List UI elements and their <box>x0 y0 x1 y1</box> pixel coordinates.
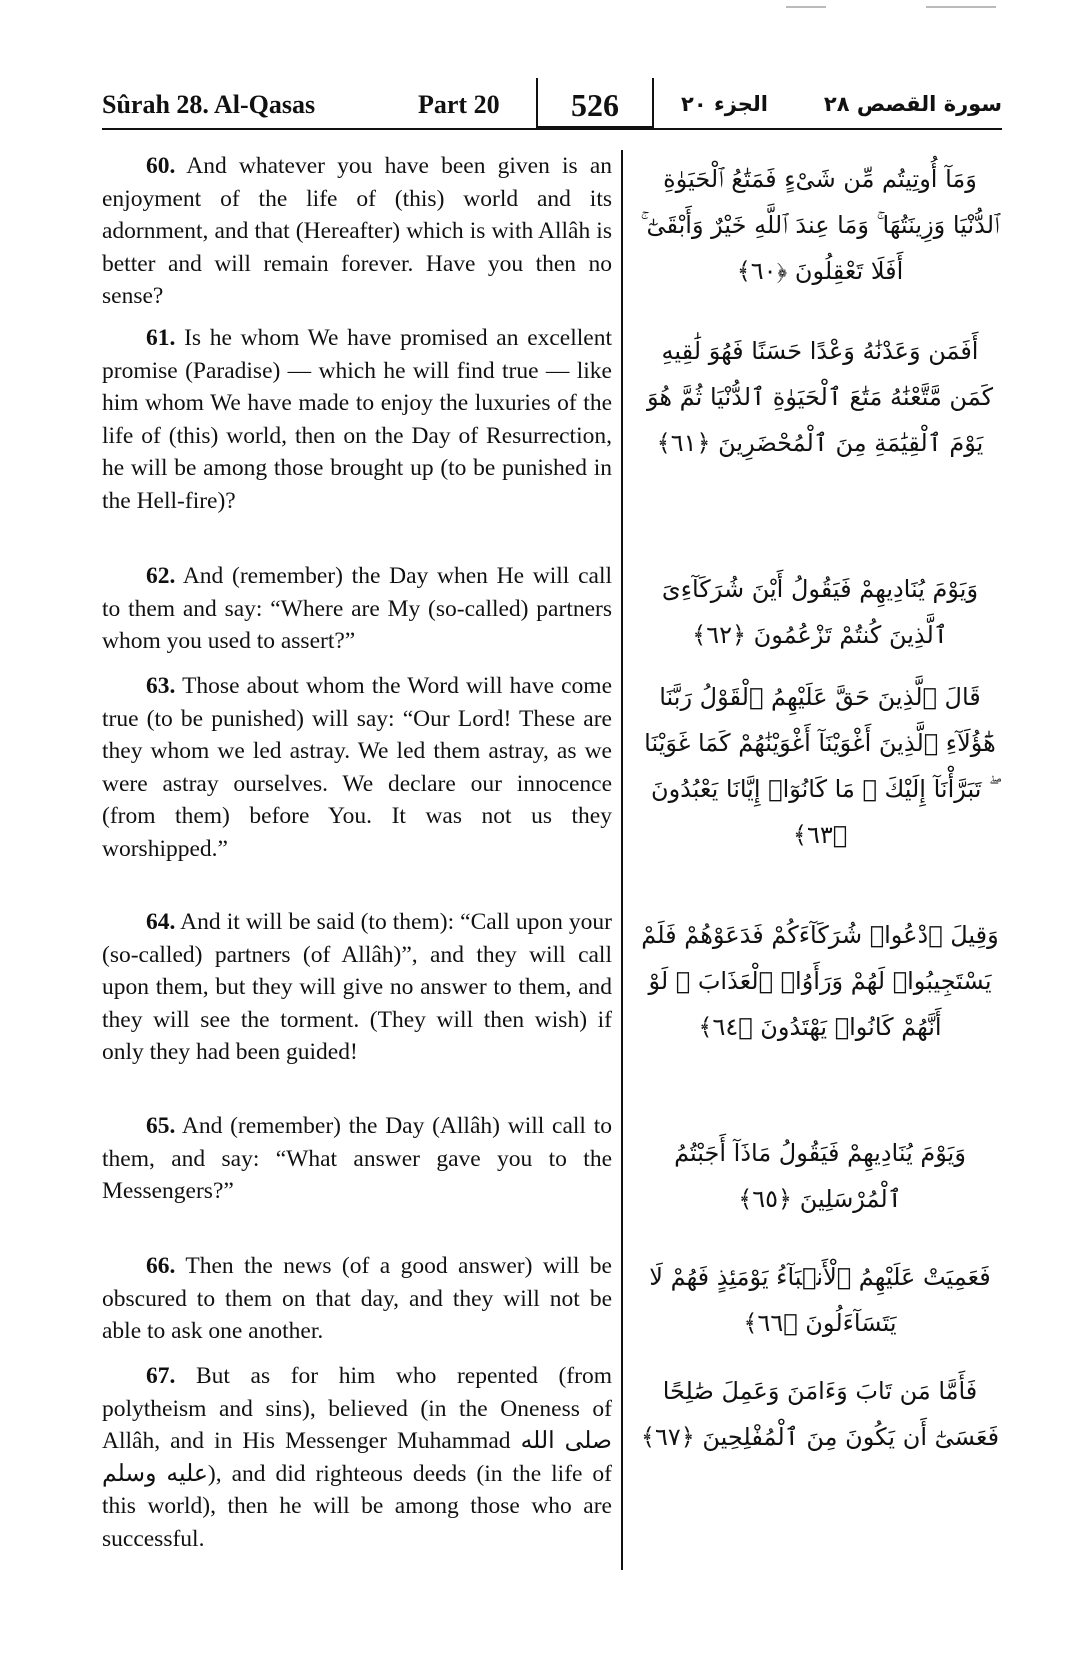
verse-number: 62. <box>146 563 176 589</box>
verse-arabic: فَعَمِيَتْ عَلَيْهِمُ ٱلْأَنۢبَآءُ يَوْمَئِذٍ فَهُمْ لَا يَتَسَآءَلُونَ ﴿٦٦﴾ <box>649 1263 991 1337</box>
verse-arabic: وَمَآ أُوتِيتُم مِّن شَىْءٍ فَمَتَٰعُ ٱلْحَيَوٰةِ ٱلدُّنْيَا وَزِينَتُهَا ۚ وَمَا عِندَ ٱللَّهِ خَيْرٌ وَأَبْقَىٰٓ ۚ أَفَلَا تَعْقِلُونَ ﴿٦٠﴾ <box>640 165 1000 285</box>
verse-number: 63. <box>146 673 176 699</box>
part-label: Part 20 <box>418 90 500 119</box>
verse-text: And it will be said (to them): “Call upon your (so-called) partners (of Allâh)”, and they will call upon them, but they will give no answer to them, and they will see the torment. (They will then wish) if only they had been guided! <box>102 909 612 1065</box>
verse-text: Those about whom the Word will have come true (to be punished) will say: “Our Lord! These are they whom we led astray. We led them astray, as we were astray ourselves. We declare our innocence (from them) before You. It was not us they worshipped.” <box>102 673 613 862</box>
column-divider <box>621 150 623 1570</box>
verse-translation <box>102 1360 612 1555</box>
verse-arabic: قَالَ ٱلَّذِينَ حَقَّ عَلَيْهِمُ ٱلْقَوْلُ رَبَّنَا هَٰٓؤُلَآءِ ٱلَّذِينَ أَغْوَيْنَآ أَغْوَيْنَٰهُمْ كَمَا غَوَيْنَا ۖ تَبَرَّأْنَآ إِلَيْكَ ۖ مَا كَانُوٓا۟ إِيَّانَا يَعْبُدُونَ ﴿٦٣﴾ <box>644 683 996 849</box>
verse-translation <box>102 560 612 658</box>
verse-number: 67. <box>146 1363 176 1389</box>
page-header <box>102 74 1002 130</box>
verse-translation <box>102 1250 612 1348</box>
verse-number: 64. <box>146 909 176 935</box>
verse-arabic: فَأَمَّا مَن تَابَ وَءَامَنَ وَعَمِلَ صَٰلِحًا فَعَسَىٰٓ أَن يَكُونَ مِنَ ٱلْمُفْلِحِينَ ﴿٦٧﴾ <box>640 1377 1000 1451</box>
verse-number: 60. <box>146 153 176 179</box>
page-number: 526 <box>536 78 654 128</box>
verse-translation <box>102 322 612 517</box>
verse-text: Is he whom We have promised an excellent promise (Paradise) — which he will find true — like him whom We have made to enjoy the luxuries of the life of (this) world, then on the Day of Resurrection, he will be among those brought up (to be punished in the Hell-fire)? <box>102 325 613 514</box>
verse-arabic: أَفَمَن وَعَدْنَٰهُ وَعْدًا حَسَنًا فَهُوَ لَٰقِيهِ كَمَن مَّتَّعْنَٰهُ مَتَٰعَ ٱلْحَيَوٰةِ ٱلدُّنْيَا ثُمَّ هُوَ يَوْمَ ٱلْقِيَٰمَةِ مِنَ ٱلْمُحْضَرِينَ ﴿٦١﴾ <box>647 337 993 457</box>
part-label-arabic: الجزء ٢٠ <box>681 92 768 116</box>
verse-text: And whatever you have been given is an enjoyment of the life of (this) world and its adornment, and that (Hereafter) which is with Allâh is better and will remain forever. Have you then no sense? <box>102 153 612 309</box>
verse-translation <box>102 906 612 1069</box>
verse-text: Then the news (of a good answer) will be obscured to them on that day, and they will not be able to ask one another. <box>102 1253 612 1344</box>
top-edge-mark <box>786 6 826 8</box>
verse-arabic: وَقِيلَ ٱدْعُوا۟ شُرَكَآءَكُمْ فَدَعَوْهُمْ فَلَمْ يَسْتَجِيبُوا۟ لَهُمْ وَرَأَوُا۟ ٱلْعَذَابَ ۚ لَوْ أَنَّهُمْ كَانُوا۟ يَهْتَدُونَ ﴿٦٤﴾ <box>641 921 999 1041</box>
verse-number: 66. <box>146 1253 176 1279</box>
surah-title-arabic: سورة القصص ٢٨ <box>823 92 1002 116</box>
verse-translation <box>102 1110 612 1208</box>
verse-text: But as for him who repented (from polytheism and sins), believed (in the Oneness of Allâh, and in His Messenger Muhammad صلى الله عليه وسلم), and did righteous deeds (in the life of this world), then he will be among those who are successful. <box>102 1363 612 1552</box>
top-edge-mark <box>926 6 996 8</box>
verse-number: 65. <box>146 1113 176 1139</box>
verse-arabic: وَيَوْمَ يُنَادِيهِمْ فَيَقُولُ أَيْنَ شُرَكَآءِىَ ٱلَّذِينَ كُنتُمْ تَزْعُمُونَ ﴿٦٢﴾ <box>661 575 979 649</box>
surah-title: Sûrah 28. Al-Qasas <box>102 90 316 119</box>
verse-translation <box>102 670 612 865</box>
verse-number: 61. <box>146 325 176 351</box>
verse-text: And (remember) the Day when He will call to them and say: “Where are My (so-called) partners whom you used to assert?” <box>102 563 612 654</box>
verse-text: And (remember) the Day (Allâh) will call to them, and say: “What answer gave you to the Messengers?” <box>102 1113 612 1204</box>
verse-translation <box>102 150 612 313</box>
verse-arabic: وَيَوْمَ يُنَادِيهِمْ فَيَقُولُ مَاذَآ أَجَبْتُمُ ٱلْمُرْسَلِينَ ﴿٦٥﴾ <box>674 1139 966 1213</box>
header-rule <box>102 128 1002 130</box>
